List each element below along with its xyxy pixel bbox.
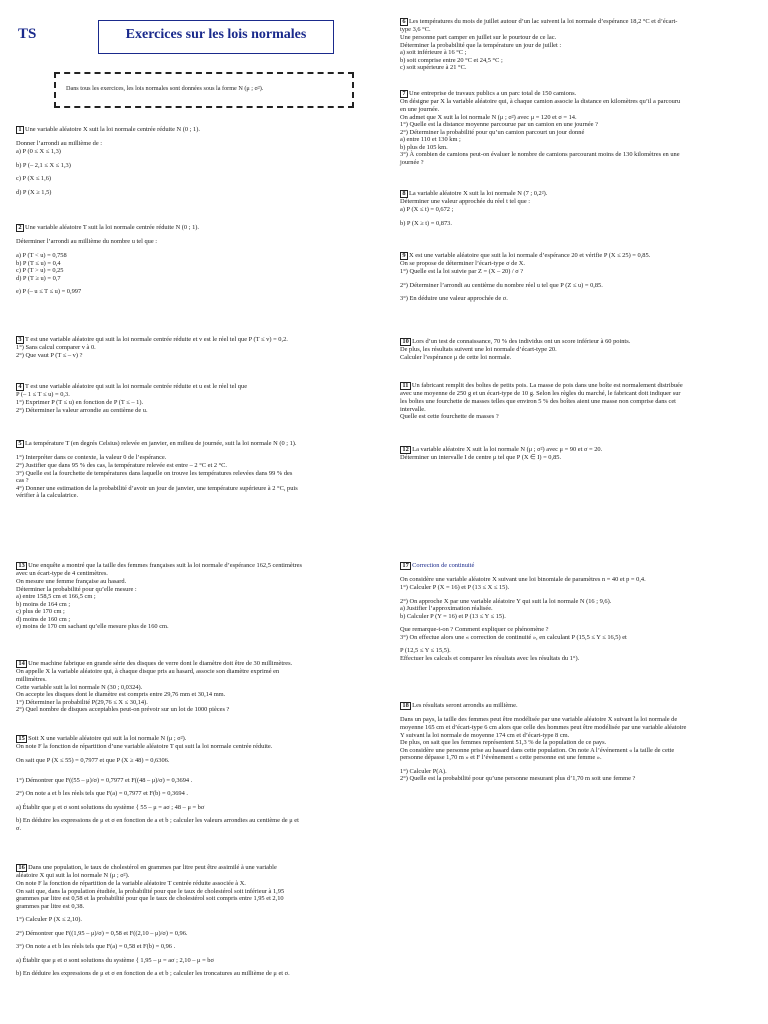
exercise-line: type 3,6 °C. [400,26,431,34]
exercise-line: 1°) Calculer P(A). [400,767,447,775]
exercise-line: grammes par litre est 0,58 et la probabilité pour que le taux de cholestérol soit compris entre 1,95 et 2,10 [16,895,284,903]
exercise-line: en une journée. [400,105,440,113]
exercise-line: On note F la fonction de répartition d’une variable aléatoire T qui suit la loi normale centrée réduite. [16,743,273,751]
exercise-line: e) moins de 170 cm sachant qu’elle mesure plus de 160 cm. [16,623,169,631]
exercise-line: les boîtes une fourchette de masses telles que environ 5 % des boîtes aient une masse non comprise dans cet [400,397,676,405]
exercise-line: σ. [16,824,22,832]
exercise-line: 2°) Démontrer que F((1,95 – μ)/σ) = 0,58 et F((2,10 – μ)/σ) = 0,96. [16,929,188,937]
exercise-line: 4°) Donner une estimation de la probabilité d’avoir un jour de janvier, une température supérieure à 2 °C, puis [16,484,298,492]
exercise-13 [16,562,372,631]
exercise-6 [400,18,750,72]
exercise-number: 17 [400,562,411,570]
exercise-line: Y suivant la loi normale de moyenne 174 cm et d’écart-type 8 cm. [400,731,570,739]
exercise-number: 1 [16,126,24,134]
exercise-line: d) moins de 160 cm ; [16,615,71,623]
exercise-line: b) P (X ≥ t) = 0,873. [400,219,452,227]
exercise-line: a) Justifier l’approximation réalisée. [400,605,493,613]
exercise-line: 1°) Déterminer la probabilité P(29,76 ≤ X ≤ 30,14). [16,698,148,706]
exercise-line: a) soit inférieure à 16 °C ; [400,49,467,57]
exercise-line: Déterminer la probabilité pour qu’elle mesure : [16,585,137,593]
exercise-line: T est une variable aléatoire qui suit la loi normale centrée réduite et v est le réel tel que P (T ≤ v) = 0,2. [24,336,288,343]
exercise-number: 10 [400,338,411,346]
exercise-line: a) Établir que μ et σ sont solutions du système { 55 – μ = aσ ; 48 – μ = bσ [16,803,205,811]
exercise-line: Une enquête a montré que la taille des femmes françaises suit la loi normale d’espérance 162,5 centimètres [28,562,302,569]
exercise-line: b) En déduire les expressions de μ et σ en fonction de a et b ; calculer les troncatures au millième de μ et σ. [16,970,290,978]
exercise-line: vérifier à la calculatrice. [16,492,79,500]
exercise-line: journée ? [400,158,424,166]
exercise-line: d) P (T ≥ u) = 0,7 [16,274,61,282]
exercise-line: 3°) Quelle est la fourchette de températures dans laquelle on trouve les températures relevées dans 99 % des [16,469,293,477]
exercise-line: avec un écart-type de 4 centimètres. [16,570,108,578]
exercise-3 [16,336,372,360]
exercise-number: 14 [16,660,27,668]
exercise-line: Dans une population, le taux de cholestérol en grammes par litre peut être assimilé à une variable [28,864,277,871]
exercise-line: 1°) Sans calcul comparer v à 0. [16,344,96,352]
exercise-12 [400,446,750,462]
exercise-line: 1°) Calculer P (X = 16) et P (13 ≤ X ≤ 15). [400,583,510,591]
exercise-line: Une personne part camper en juillet sur le pourtour de ce lac. [400,33,557,41]
exercise-number: 12 [400,446,411,454]
exercise-line: a) P (T < u) = 0,758 [16,251,67,259]
exercise-line: b) Calculer P (Y = 16) et P (13 ≤ Y ≤ 15). [400,612,506,620]
exercise-line: On se propose de déterminer l’écart-type σ de X. [400,260,525,268]
exercise-line: intervalle. [400,405,426,413]
exercise-number: 11 [400,382,411,390]
exercise-line: On désigne par X la variable aléatoire qui, à chaque camion associe la distance en kilomètres qu’il a parcouru [400,98,681,106]
exercise-line: b) soit comprise entre 20 °C et 24,5 °C ; [400,56,503,64]
exercise-line: La variable aléatoire X suit la loi normale N (7 ; 0,2²). [408,190,548,197]
exercise-line: 2°) Quelle est la probabilité pour qu’une personne mesurant plus d’1,70 m soit une femme ? [400,775,636,783]
exercise-line: b) En déduire les expressions de μ et σ en fonction de a et b ; calculer les valeurs arrondies au centième de μ et [16,817,299,825]
exercise-number: 8 [400,190,408,198]
exercise-line: b) P (T ≤ u) = 0,4 [16,259,61,267]
exercise-line: De plus, on sait que les femmes représentent 51,3 % de la population de ce pays. [400,739,607,747]
exercise-9 [400,252,750,303]
exercise-line: On considère une variable aléatoire X suivant une loi binomiale de paramètres n = 40 et p = 0,4. [400,576,646,584]
exercise-line: Cette variable suit la loi normale N (30 ; 0,0324). [16,683,143,691]
exercise-heading: Correction de continuité [412,562,475,569]
exercise-line: Un fabricant remplit des boîtes de petits pois. La masse de pois dans une boîte est normalement distribuée [411,382,683,389]
exercise-number: 15 [16,735,27,743]
exercise-line: aléatoire X qui suit la loi normale N (μ ; σ²). [16,872,130,880]
exercise-line: cas ? [16,477,29,485]
exercise-number: 2 [16,224,24,232]
exercise-line: c) P (X ≤ 1,6) [16,175,52,183]
exercise-line: a) P (0 ≤ X ≤ 1,3) [16,147,61,155]
exercise-line: c) plus de 170 cm ; [16,608,65,616]
exercise-line: Lors d’un test de connaissance, 70 % des individus ont un score inférieur à 60 points. [412,338,631,345]
exercise-number: 7 [400,90,408,98]
exercise-line: Une entreprise de travaux publics a un parc total de 150 camions. [408,90,577,97]
exercise-line: 1°) Démontrer que F((55 – μ)/σ) = 0,7977 et F((48 – μ)/σ) = 0,3694 . [16,776,193,784]
exercise-line: a) Établir que μ et σ sont solutions du système { 1,95 – μ = aσ ; 2,10 – μ = bσ [16,956,214,964]
exercise-line: 2°) Quel nombre de disques acceptables peut-on prévoir sur un lot de 1000 pièces ? [16,706,230,714]
exercise-line: 2°) Déterminer la probabilité pour qu’un camion parcourt un jour donné [400,128,585,136]
exercise-line: 2°) On approche X par une variable aléatoire Y qui suit la loi normale N (16 ; 9,6). [400,597,612,605]
exercise-line: T est une variable aléatoire qui suit la loi normale centrée réduite et u est le réel tel que [24,383,248,390]
exercise-line: 2°) Que vaut P (T ≤ – v) ? [16,351,83,359]
exercise-line: 2°) Déterminer la valeur arrondie au centième de u. [16,406,148,414]
exercise-11 [400,382,750,421]
exercise-line: a) P (X ≤ t) = 0,672 ; [400,205,454,213]
exercise-line: a) entre 158,5 cm et 166,5 cm ; [16,593,96,601]
exercise-line: X est une variable aléatoire que suit la loi normale d’espérance 20 et vérifie P (X ≤ 25) = 0,85. [408,252,651,259]
exercise-line: De plus, les résultats suivent une loi normale d’écart-type 20. [400,346,557,354]
exercise-number: 3 [16,336,24,344]
exercise-line: On sait que, dans la population étudiée, la probabilité pour que le taux de cholestérol soit inférieur à 1,95 [16,887,285,895]
exercise-line: Une variable aléatoire X suit la loi normale centrée réduite N (0 ; 1). [24,126,200,133]
exercise-line: P (– 1 ≤ T ≤ u) = 0,3. [16,391,70,399]
exercise-14 [16,660,372,714]
exercise-line: c) P (T > u) = 0,25 [16,267,64,275]
exercise-2 [16,224,372,296]
exercise-7 [400,90,750,166]
exercise-line: 2°) Déterminer l’arrondi au centième du nombre réel u tel que P (Z ≤ u) = 0,85. [400,281,603,289]
exercise-line: millimètres. [16,675,47,683]
exercise-4 [16,383,372,414]
exercise-line: grammes par litre est 0,38. [16,902,85,910]
intro-text: Dans tous les exercices, les lois normales sont données sous la forme N (μ ; σ²). [66,85,264,92]
exercise-number: 4 [16,383,24,391]
exercise-line: 3°) À combien de camions peut-on évaluer le nombre de camions parcourant moins de 130 kilomètres en une [400,151,680,159]
exercise-line: Déterminer la probabilité que la température un jour de juillet : [400,41,562,49]
exercise-line: a) entre 110 et 130 km ; [400,136,461,144]
exercise-line: Les températures du mois de juillet autour d’un lac suivent la loi normale d’espérance 18,2 °C et d’écart- [408,18,678,25]
exercise-line: moyenne 165 cm et d’écart-type 6 cm alors que celle des hommes peut être modélisée par une variable aléatoire [400,723,687,731]
exercise-line: 1°) Exprimer P (T ≤ u) en fonction de P (T ≤ – 1). [16,398,144,406]
exercise-18 [400,702,750,783]
exercise-line: 1°) Quelle est la loi suivie par Z = (X – 20) / σ ? [400,267,524,275]
exercise-line: b) plus de 105 km. [400,143,448,151]
exercise-number: 16 [16,864,27,872]
exercise-8 [400,190,750,227]
exercise-line: 2°) On note a et b les réels tels que F(a) = 0,7977 et F(b) = 0,3694 . [16,790,188,798]
exercise-16 [16,864,372,978]
exercise-line: 1°) Quelle est la distance moyenne parcourue par un camion en une journée ? [400,121,598,129]
exercise-line: Déterminer l’arrondi au millième du nombre u tel que : [16,238,158,246]
exercise-line: 3°) On note a et b les réels tels que F(a) = 0,58 et F(b) = 0,96 . [16,943,176,951]
exercise-line: Une machine fabrique en grande série des disques de verre dont le diamètre doit être de 30 millimètres. [28,660,293,667]
exercise-line: On sait que P (X ≤ 55) = 0,7977 et que P (X ≥ 48) = 0,6306. [16,756,170,764]
exercise-line: 3°) En déduire une valeur approchée de σ. [400,295,508,303]
exercise-line: personne dépasse 1,70 m » et F l’événement « cette personne est une femme ». [400,754,602,762]
page-title: Exercices sur les lois normales [125,27,307,42]
exercise-line: 3°) On effectue alors une « correction de continuité », en calculant P (15,5 ≤ Y ≤ 16,5) et [400,633,627,641]
exercise-1 [16,126,372,196]
exercise-line: Les résultats seront arrondis au millième. [412,702,518,709]
exercise-10 [400,338,750,362]
exercise-5 [16,440,372,500]
exercise-line: Dans un pays, la taille des femmes peut être modélisée par une variable aléatoire X suivant la loi normale de [400,716,678,724]
exercise-line: La variable aléatoire X suit la loi normale N (μ ; σ²) avec μ = 90 et σ = 20. [412,446,603,453]
exercise-line: On mesure une femme française au hasard. [16,577,127,585]
exercise-line: Déterminer un intervalle I de centre μ tel que P (X ∈ I) = 0,85. [400,454,562,462]
exercise-line: Que remarque-t-on ? Comment expliquer ce phénomène ? [400,626,549,634]
exercise-line: On accepte les disques dont le diamètre est compris entre 29,76 mm et 30,14 mm. [16,691,226,699]
exercise-line: Quelle est cette fourchette de masses ? [400,413,499,421]
exercise-line: avec une moyenne de 250 g et un écart-type de 10 g. Selon les règles du marché, le fabricant doit indiquer sur [400,390,681,398]
exercise-line: Donner l’arrondi au millième de : [16,140,103,148]
exercise-line: c) soit supérieure à 21 °C. [400,64,467,72]
exercise-line: La température T (en degrés Celsius) relevée en janvier, en milieu de journée, suit la loi normale N (0 ; 1). [24,440,297,447]
exercise-line: d) P (X ≥ 1,5) [16,188,52,196]
exercise-line: 1°) Interpréter dans ce contexte, la valeur 0 de l’espérance. [16,454,167,462]
exercise-line: On appelle X la variable aléatoire qui, à chaque disque pris au hasard, associe son diamètre exprimé en [16,668,280,676]
exercise-line: On note F la fonction de répartition de la variable aléatoire T centrée réduite associée à X. [16,879,246,887]
exercise-number: 13 [16,562,27,570]
exercise-line: Effectuer les calculs et comparer les résultats avec les résultats du 1°). [400,654,580,662]
level-label: TS [18,26,37,42]
exercise-15 [16,735,372,832]
exercise-line: 1°) Calculer P (X ≤ 2,10). [16,916,82,924]
exercise-17 [400,562,750,662]
exercise-line: On considère une personne prise au hasard dans cette population. On note A l’événement « la taille de cette [400,746,675,754]
exercise-line: b) moins de 164 cm ; [16,600,71,608]
exercise-line: b) P (– 2,1 ≤ X ≤ 1,3) [16,161,71,169]
exercise-number: 6 [400,18,408,26]
exercise-line: 2°) Justifier que dans 95 % des cas, la température relevée est entre – 2 °C et 2 °C. [16,461,228,469]
exercise-number: 18 [400,702,411,710]
exercise-line: Une variable aléatoire T suit la loi normale centrée réduite N (0 ; 1). [24,224,200,231]
exercise-line: Calculer l’espérance μ de cette loi normale. [400,353,512,361]
exercise-number: 9 [400,252,408,260]
exercise-line: Déterminer une valeur approchée du réel t tel que : [400,198,531,206]
exercise-line: On admet que X suit la loi normale N (μ ; σ²) avec μ = 120 et σ = 14. [400,113,577,121]
exercise-line: e) P (– u ≤ T ≤ u) = 0,997 [16,288,82,296]
exercise-line: P (12,5 ≤ Y ≤ 15,5). [400,647,451,655]
exercise-number: 5 [16,440,24,448]
exercise-line: Soit X une variable aléatoire qui suit la loi normale N (μ ; σ²). [28,735,187,742]
